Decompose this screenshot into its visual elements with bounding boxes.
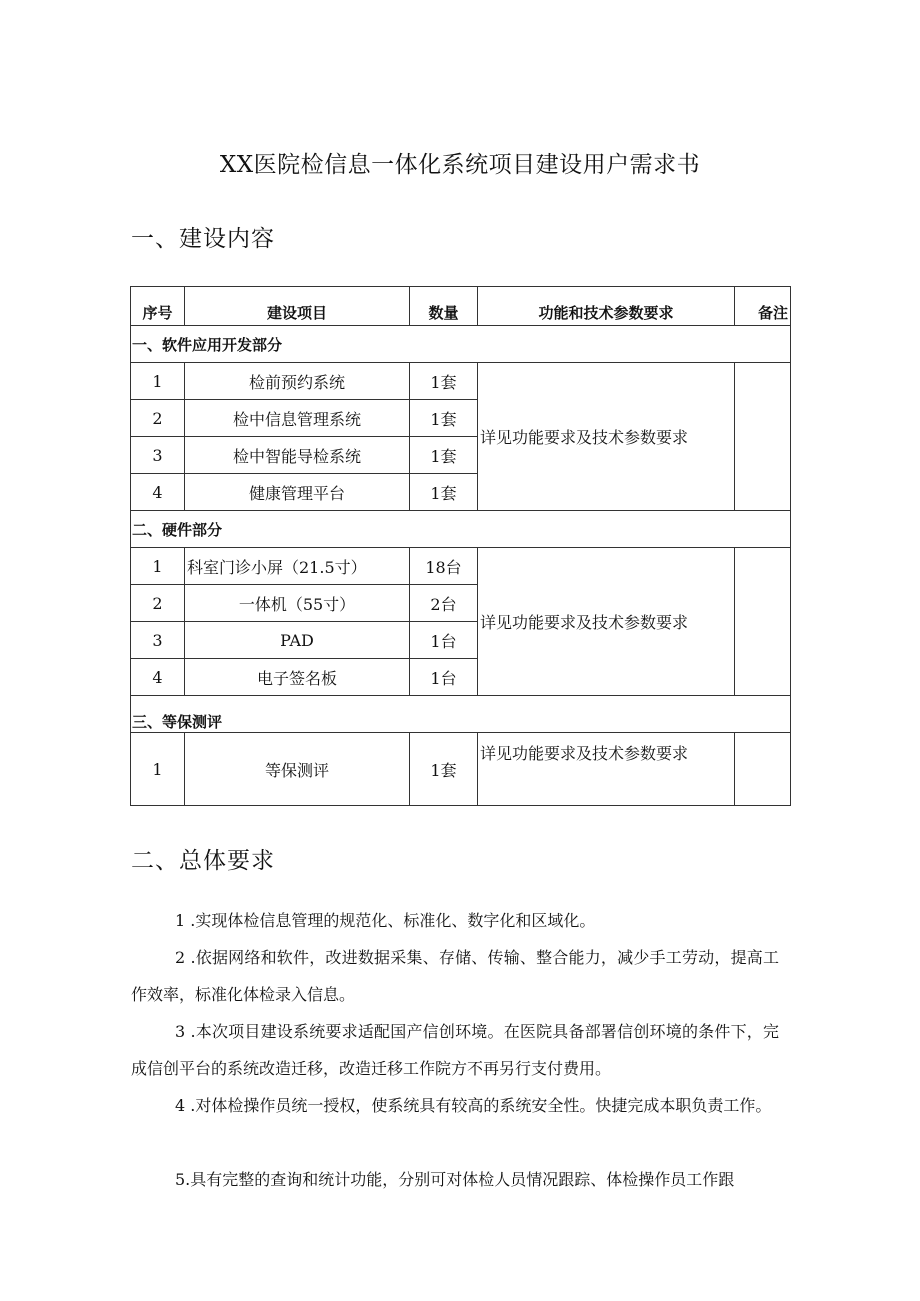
row-item: 电子签名板 xyxy=(185,659,410,696)
table-header-row xyxy=(131,287,791,326)
row-no: 3 xyxy=(131,622,185,659)
row-no: 4 xyxy=(131,659,185,696)
section-heading-general: 二、总体要求 xyxy=(131,848,275,874)
group-title-security: 三、等保测评 xyxy=(131,696,791,733)
header-func: 功能和技术参数要求 xyxy=(478,287,735,326)
row-note xyxy=(735,363,791,511)
row-item: 一体机（55寸） xyxy=(185,585,410,622)
row-qty: 1套 xyxy=(410,363,478,400)
row-no: 2 xyxy=(131,400,185,437)
row-qty: 1套 xyxy=(410,733,478,806)
row-item: 健康管理平台 xyxy=(185,474,410,511)
row-item: 检中信息管理系统 xyxy=(185,400,410,437)
row-func: 详见功能要求及技术参数要求 xyxy=(478,363,735,511)
row-no: 1 xyxy=(131,733,185,806)
row-qty: 18台 xyxy=(410,548,478,585)
group-title-row xyxy=(131,696,791,733)
row-qty: 1套 xyxy=(410,474,478,511)
section-heading-construction: 一、建设内容 xyxy=(131,226,275,252)
row-qty: 1台 xyxy=(410,622,478,659)
table-row xyxy=(131,363,791,400)
row-func: 详见功能要求及技术参数要求 xyxy=(478,548,735,696)
table-row xyxy=(131,733,791,806)
header-note: 备注 xyxy=(735,287,791,326)
row-item: 等保测评 xyxy=(185,733,410,806)
paragraph-5: 5.具有完整的查询和统计功能，分别可对体检人员情况跟踪、体检操作员工作跟 xyxy=(175,1170,735,1189)
row-item: PAD xyxy=(185,622,410,659)
table-row xyxy=(131,548,791,585)
group-title-software: 一、软件应用开发部分 xyxy=(131,326,791,363)
paragraph-4: 4 .对体检操作员统一授权，使系统具有较高的系统安全性。快捷完成本职负责工作。 xyxy=(175,1096,772,1115)
row-qty: 2台 xyxy=(410,585,478,622)
group-title-row xyxy=(131,511,791,548)
page-title: XX医院检信息一体化系统项目建设用户需求书 xyxy=(219,152,701,178)
paragraph-2: 2 .依据网络和软件，改进数据采集、存储、传输、整合能力，减少手工劳动，提高工作效率，标准化体检录入信息。 xyxy=(131,948,779,1004)
requirements-table xyxy=(130,286,791,806)
row-no: 2 xyxy=(131,585,185,622)
row-no: 3 xyxy=(131,437,185,474)
row-qty: 1套 xyxy=(410,437,478,474)
paragraph-1: 1 .实现体检信息管理的规范化、标准化、数字化和区域化。 xyxy=(175,911,596,930)
row-item: 检前预约系统 xyxy=(185,363,410,400)
row-note xyxy=(735,548,791,696)
group-title-hardware: 二、硬件部分 xyxy=(131,511,791,548)
row-no: 4 xyxy=(131,474,185,511)
row-item: 科室门诊小屏（21.5寸） xyxy=(185,548,410,585)
row-qty: 1台 xyxy=(410,659,478,696)
row-item: 检中智能导检系统 xyxy=(185,437,410,474)
row-func: 详见功能要求及技术参数要求 xyxy=(478,733,735,806)
group-title-row xyxy=(131,326,791,363)
row-no: 1 xyxy=(131,548,185,585)
header-no: 序号 xyxy=(131,287,185,326)
paragraph-3: 3 .本次项目建设系统要求适配国产信创环境。在医院具备部署信创环境的条件下，完成信创平台的系统改造迁移，改造迁移工作院方不再另行支付费用。 xyxy=(131,1022,779,1078)
row-qty: 1套 xyxy=(410,400,478,437)
row-note xyxy=(735,733,791,806)
header-qty: 数量 xyxy=(410,287,478,326)
row-no: 1 xyxy=(131,363,185,400)
header-item: 建设项目 xyxy=(185,287,410,326)
